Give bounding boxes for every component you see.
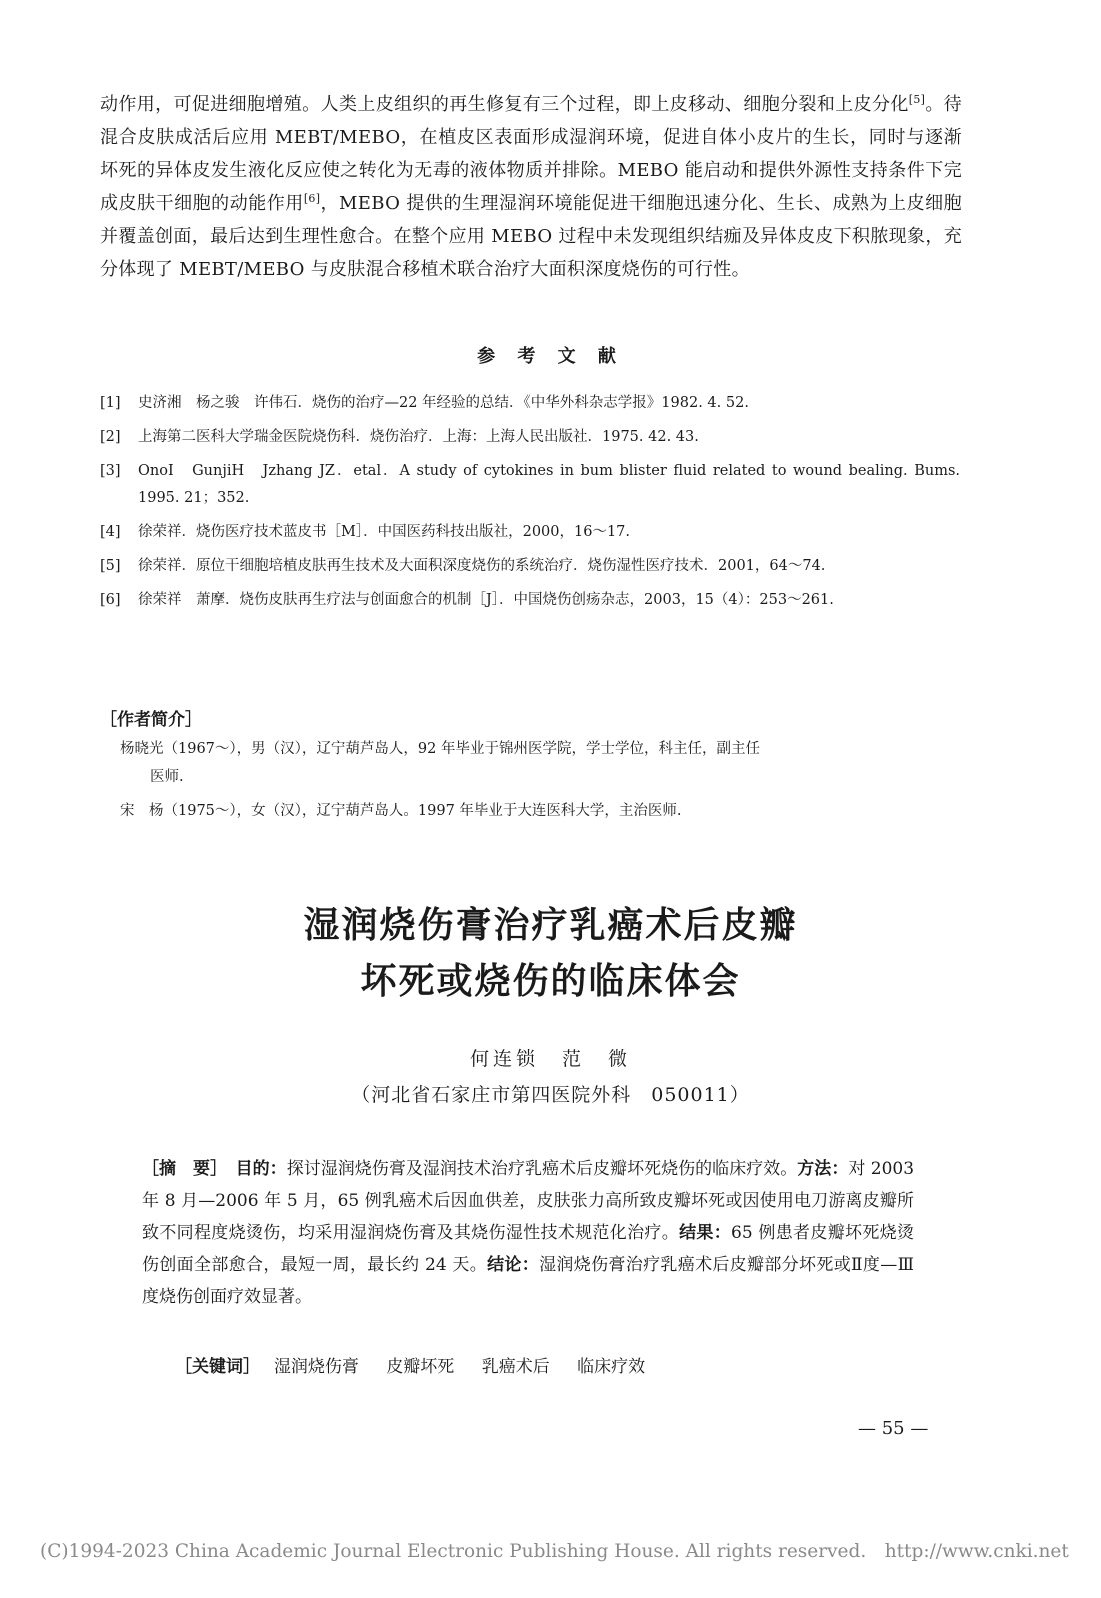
article-affiliation: （河北省石家庄市第四医院外科 050011）	[351, 1084, 750, 1106]
abstract-label: ［摘 要］	[142, 1159, 219, 1179]
reference-item	[100, 424, 960, 451]
reference-text: OnoI GunjiH Jzhang JZ．etal．A study of cytokines in bum blister fluid related to wound bealing. Bums. 1995. 21；352.	[138, 463, 960, 506]
keyword: 皮瓣坏死	[386, 1357, 455, 1377]
keywords-label: ［关键词］	[175, 1357, 252, 1377]
references-heading: 参 考 文 献	[477, 346, 624, 367]
reference-item	[100, 553, 960, 580]
conclusion-text: 湿润烧伤膏治疗乳癌术后皮瓣部分坏死或Ⅱ度—Ⅲ度烧伤创面疗效显著。	[142, 1255, 914, 1307]
keyword: 乳癌术后	[481, 1357, 550, 1377]
reference-number: [2]	[100, 429, 121, 445]
body-text-part1: 动作用，可促进细胞增殖。人类上皮组织的再生修复有三个过程，即上皮移动、细胞分裂和上皮分化	[100, 94, 909, 115]
method-label: 方法：	[797, 1159, 849, 1179]
keyword: 湿润烧伤膏	[273, 1357, 359, 1377]
reference-item	[100, 519, 960, 546]
reference-item	[100, 458, 960, 512]
reference-item	[100, 587, 960, 614]
author-bio-line: 杨晓光（1967～），男（汉），辽宁葫芦岛人，92 年毕业于锦州医学院，学士学位，科主任，副主任	[120, 741, 760, 757]
method-text: 对 2003 年 8 月—2006 年 5 月，65 例乳癌术后因血供差，皮肤张力高所致皮瓣坏死或因使用电刀游离皮瓣所致不同程度烧烫伤，均采用湿润烧伤膏及其烧伤湿性技术规范化治疗。	[142, 1159, 915, 1243]
reference-number: [3]	[100, 463, 121, 479]
purpose-text: 探讨湿润烧伤膏及湿润技术治疗乳癌术后皮瓣坏死烧伤的临床疗效。	[286, 1159, 798, 1179]
author-bio-item	[120, 797, 962, 825]
reference-number: [5]	[100, 558, 121, 574]
conclusion-label: 结论：	[487, 1255, 540, 1275]
reference-text: 徐荣祥 萧摩．烧伤皮肤再生疗法与创面愈合的机制［J］．中国烧伤创疡杂志，2003，15（4）：253～261.	[138, 592, 834, 608]
reference-number: [1]	[100, 395, 121, 411]
author-bio-item	[120, 735, 962, 791]
reference-text: 史济湘 杨之骏 许伟石．烧伤的治疗—22 年经验的总结．《中华外科杂志学报》1982. 4. 52.	[138, 395, 749, 411]
references-list	[100, 390, 960, 621]
citation-5[interactable]: [5]	[908, 93, 926, 106]
page-number: — 55 —	[858, 1418, 929, 1439]
keyword: 临床疗效	[577, 1357, 646, 1377]
reference-number: [6]	[100, 592, 121, 608]
reference-text: 上海第二医科大学瑞金医院烧伤科．烧伤治疗．上海：上海人民出版社．1975. 42. 43.	[138, 429, 699, 445]
article-authors: 何连锁 范 微	[469, 1048, 631, 1070]
article-title	[0, 898, 1101, 1010]
body-text-part2: 。待混合皮肤成活后应用 MEBT/MEBO，在植皮区表面形成湿润环境，促进自体小皮片的生长，同时与逐渐坏死的异体皮发生液化反应使之转化为无毒的液体物质并排除。MEBO 能启动和提供外源性支持条件下完成皮肤干细胞的动能作用	[100, 94, 962, 214]
result-text: 65 例患者皮瓣坏死烧烫伤创面全部愈合，最短一周，最长约 24 天。	[142, 1223, 915, 1275]
reference-item	[100, 390, 960, 417]
keywords	[175, 1352, 935, 1382]
result-label: 结果：	[679, 1223, 732, 1243]
reference-text: 徐荣祥．原位干细胞培植皮肤再生技术及大面积深度烧伤的系统治疗．烧伤湿性医疗技术．2001，64～74.	[138, 558, 826, 574]
article-title-line1: 湿润烧伤膏治疗乳癌术后皮瓣	[303, 905, 798, 946]
abstract	[142, 1153, 914, 1313]
reference-number: [4]	[100, 524, 121, 540]
author-bio-continuation: 医师.	[150, 769, 184, 785]
author-bio-heading: ［作者简介］	[100, 710, 202, 730]
copyright-notice: (C)1994-2023 China Academic Journal Electronic Publishing House. All rights reserved. http://www.cnki.net	[40, 1541, 1069, 1562]
citation-6[interactable]: [6]	[303, 192, 321, 205]
purpose-label: 目的：	[235, 1159, 287, 1179]
body-paragraph	[100, 88, 962, 286]
author-bio-line: 宋 杨（1975～），女（汉），辽宁葫芦岛人。1997 年毕业于大连医科大学，主治医师.	[120, 803, 682, 819]
article-title-line2: 坏死或烧伤的临床体会	[360, 961, 741, 1002]
body-text-part3: ，MEBO 提供的生理湿润环境能促进干细胞迅速分化、生长、成熟为上皮细胞并覆盖创面，最后达到生理性愈合。在整个应用 MEBO 过程中未发现组织结痂及异体皮皮下积脓现象，充分体现了 MEBT/MEBO 与皮肤混合移植术联合治疗大面积深度烧伤的可行性。	[100, 193, 962, 280]
author-bio-list	[120, 735, 962, 831]
reference-text: 徐荣祥．烧伤医疗技术蓝皮书［M］．中国医药科技出版社，2000，16～17.	[138, 524, 631, 540]
